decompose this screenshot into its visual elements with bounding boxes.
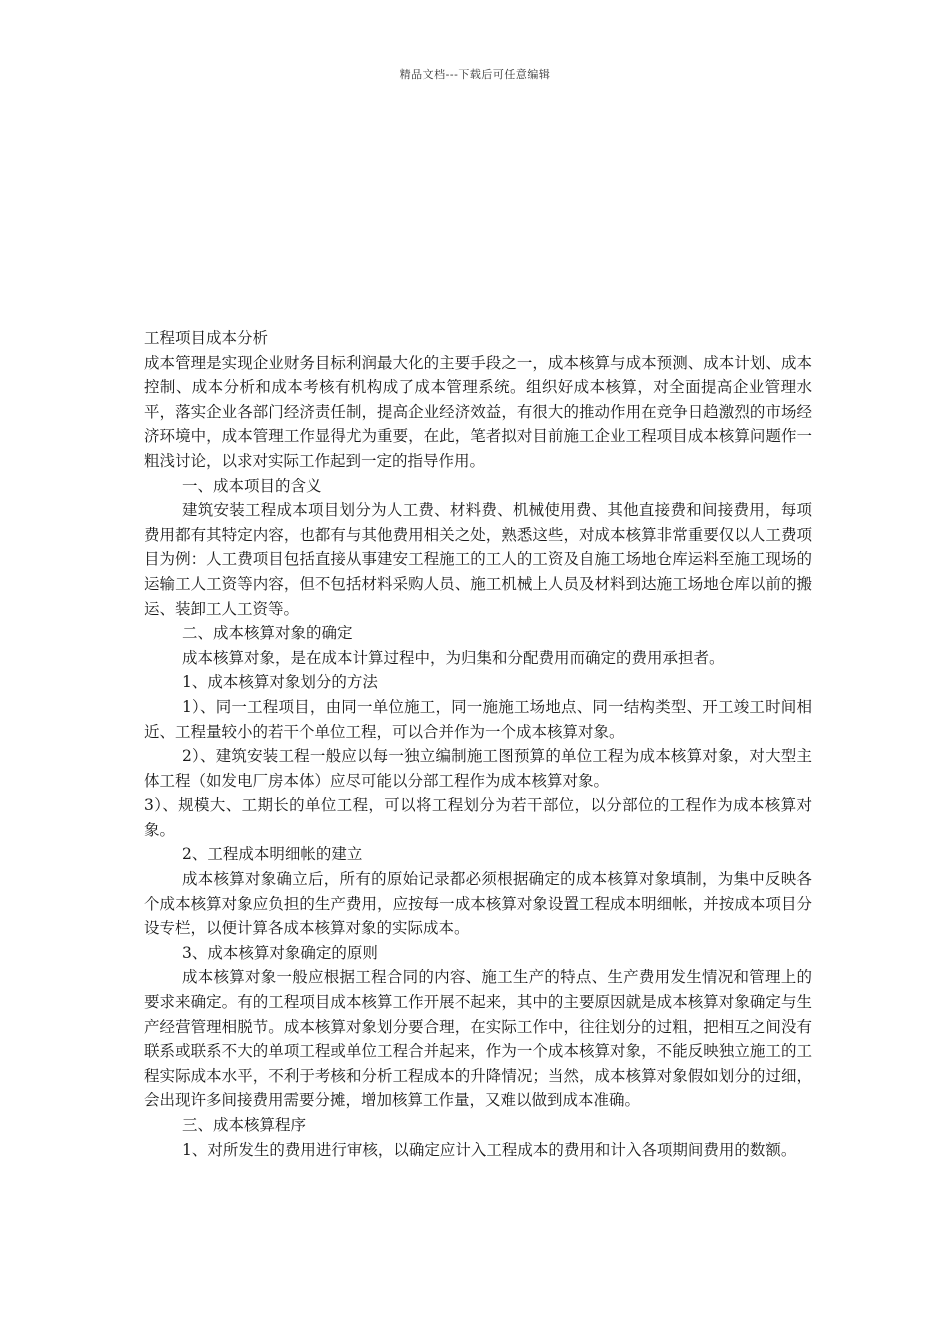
section-heading-1: 一、成本项目的含义 [182,476,322,495]
subsection-heading: 2、工程成本明细帐的建立 [182,845,363,864]
subsection-heading: 3、成本核算对象确定的原则 [182,943,378,962]
body-paragraph: 成本核算对象确立后，所有的原始记录都必须根据确定的成本核算对象填制，为集中反映各个成本核算对象应负担的生产费用，应按每一成本核算对象设置工程成本明细帐，并按成本项目分设专栏，以便计算各成本核算对象的实际成本。 [144,870,812,938]
subsection-heading: 1、成本核算对象划分的方法 [182,673,378,692]
section-heading-2: 二、成本核算对象的确定 [182,624,353,643]
document-title: 工程项目成本分析 [144,329,269,347]
intro-paragraph: 成本管理是实现企业财务目标利润最大化的主要手段之一，成本核算与成本预测、成本计划、成本控制、成本分析和成本考核有机构成了成本管理系统。组织好成本核算，对全面提高企业管理水平，落实企业各部门经济责任制，提高企业经济效益，有很大的推动作用在竞争日趋激烈的市场经济环境中，成本管理工作显得尤为重要，在此，笔者拟对目前施工企业工程项目成本核算问题作一粗浅讨论，以求对实际工作起到一定的指导作用。 [144,353,812,470]
section-heading-3: 三、成本核算程序 [182,1116,307,1134]
body-paragraph: 1）、同一工程项目，由同一单位施工，同一施施工场地点、同一结构类型、开工竣工时间相近、工程量较小的若干个单位工程，可以合并作为一个成本核算对象。 [144,697,812,741]
body-paragraph: 成本核算对象一般应根据工程合同的内容、施工生产的特点、生产费用发生情况和管理上的要求来确定。有的工程项目成本核算工作开展不起来，其中的主要原因就是成本核算对象确定与生产经营管理相脱节。成本核算对象划分要合理，在实际工作中，往往划分的过粗，把相互之间没有联系或联系不大的单项工程或单位工程合并起来，作为一个成本核算对象，不能反映独立施工的工程实际成本水平，不利于考核和分析工程成本的升降情况；当然，成本核算对象假如划分的过细，会出现许多间接费用需要分摊，增加核算工作量，又难以做到成本准确。 [144,968,812,1110]
page-header: 精品文档---下载后可任意编辑 [399,68,551,81]
body-paragraph: 建筑安装工程成本项目划分为人工费、材料费、机械使用费、其他直接费和间接费用，每项费用都有其特定内容，也都有与其他费用相关之处，熟悉这些，对成本核算非常重要仅以人工费项目为例：人工费项目包括直接从事建安工程施工的工人的工资及自施工场地仓库运料至施工现场的运输工人工资等内容，但不包括材料采购人员、施工机械上人员及材料到达施工场地仓库以前的搬运、装卸工人工资等。 [144,501,812,618]
body-paragraph: 2）、建筑安装工程一般应以每一独立编制施工图预算的单位工程为成本核算对象，对大型主体工程（如发电厂房本体）应尽可能以分部工程作为成本核算对象。 [144,747,812,790]
body-paragraph: 1、对所发生的费用进行审核，以确定应计入工程成本的费用和计入各项期间费用的数额。 [182,1140,797,1159]
body-paragraph: 3）、规模大、工期长的单位工程，可以将工程划分为若干部位，以分部位的工程作为成本核算对象。 [144,796,812,839]
body-paragraph: 成本核算对象，是在成本计算过程中，为归集和分配费用而确定的费用承担者。 [182,648,725,667]
document-body [144,326,812,1162]
